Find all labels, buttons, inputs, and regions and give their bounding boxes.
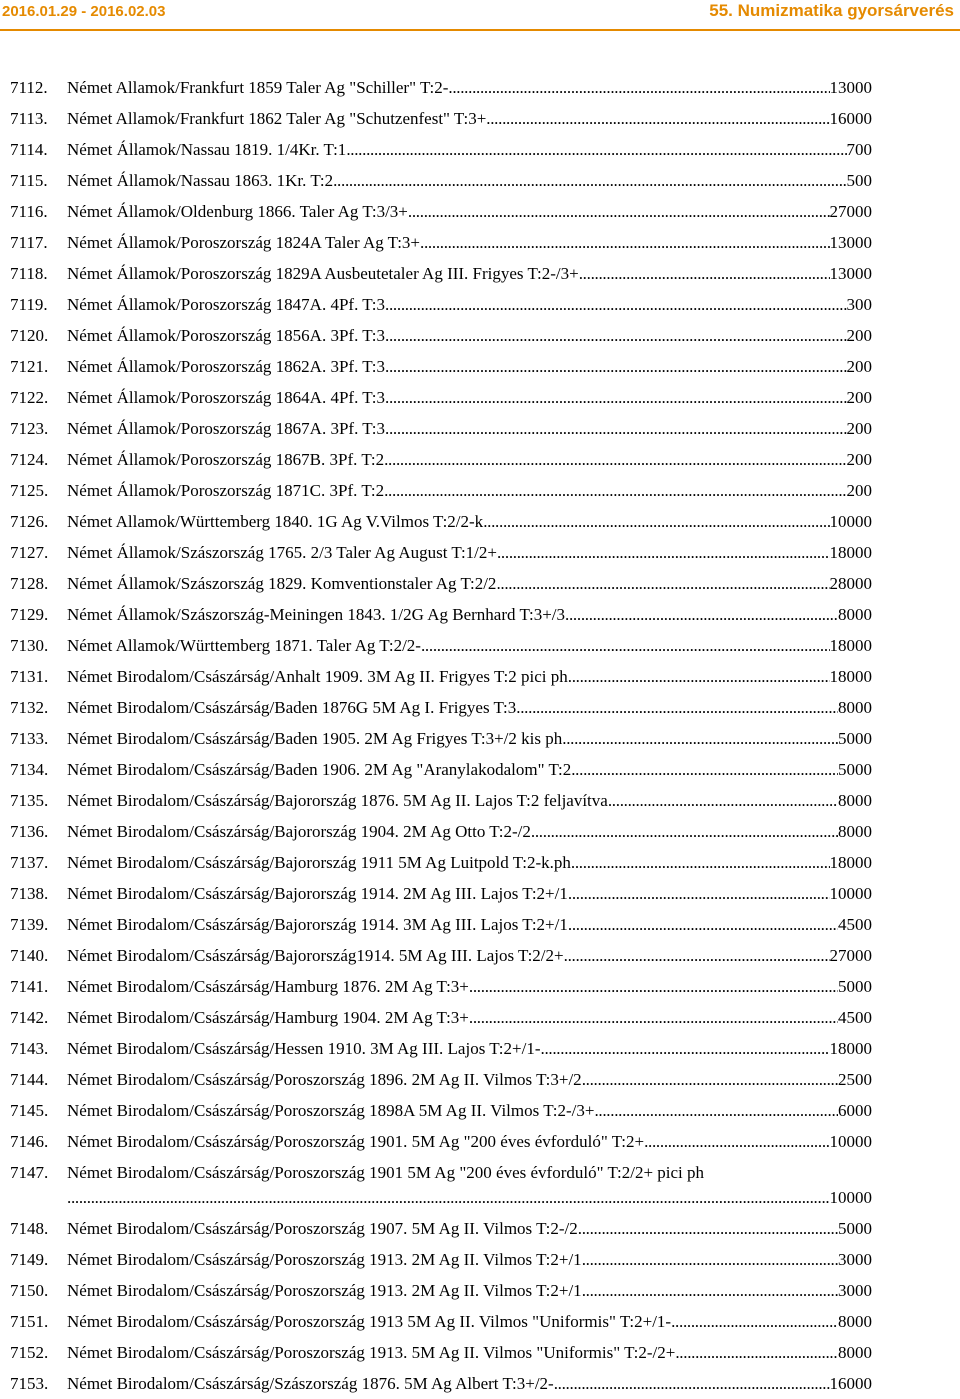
lot-number: 7133. (10, 729, 49, 748)
lot-number: 7119. (10, 295, 48, 314)
lot-description: Német Államok/Poroszország 1864A. 4Pf. T:3 (67, 388, 386, 407)
lot-price: 13000 (829, 78, 872, 97)
lot-number: 7131. (10, 667, 49, 686)
lot-line (67, 382, 872, 413)
lot-line (67, 134, 872, 165)
lot-number: 7136. (10, 822, 49, 841)
lot-number: 7138. (10, 884, 49, 903)
lot-number: 7151. (10, 1312, 49, 1331)
lot-description: Német Birodalom/Császárság/Hessen 1910. 3M Ag III. Lajos T:2+/1- (67, 1039, 541, 1058)
lot-description: Német Államok/Poroszország 1871C. 3Pf. T:2 (67, 481, 385, 500)
dot-leader (582, 1064, 838, 1095)
lot-description: Német Államok/Poroszország 1824A Taler Ag T:3+ (67, 233, 421, 252)
lot-price: 300 (846, 295, 872, 314)
lot-number: 7152. (10, 1343, 49, 1362)
lot-line (67, 1033, 872, 1064)
lot-line (67, 1306, 872, 1337)
lot-entry (10, 258, 872, 289)
page-header (0, 0, 960, 32)
dot-leader (448, 72, 829, 103)
lot-line (67, 1002, 872, 1033)
lot-line (67, 72, 872, 103)
lot-price: 13000 (829, 233, 872, 252)
lot-line (67, 568, 872, 599)
lot-entry (10, 878, 872, 909)
lot-number: 7153. (10, 1374, 49, 1393)
dot-leader (469, 971, 838, 1002)
lot-price: 13000 (829, 264, 872, 283)
lot-entry (10, 1002, 872, 1033)
lot-entry (10, 165, 872, 196)
lot-entry (10, 568, 872, 599)
lot-list (10, 72, 872, 1399)
lot-number: 7139. (10, 915, 49, 934)
lot-number: 7143. (10, 1039, 49, 1058)
lot-description: Német Államok/Nassau 1819. 1/4Kr. T:1 (67, 140, 347, 159)
lot-entry (10, 1064, 872, 1095)
lot-description: Német Birodalom/Császárság/Szászország 1876. 5M Ag Albert T:3+/2- (67, 1374, 554, 1393)
lot-price: 10000 (829, 1132, 872, 1151)
lot-description: Német Államok/Szászország 1829. Komventionstaler Ag T:2/2 (67, 574, 497, 593)
lot-price: 28000 (829, 574, 872, 593)
dot-leader (562, 723, 838, 754)
dot-leader (594, 1095, 838, 1126)
lot-number: 7113. (10, 109, 48, 128)
lot-price: 3000 (838, 1250, 872, 1269)
dot-leader (675, 1337, 838, 1368)
dot-leader (420, 227, 829, 258)
lot-entry (10, 537, 872, 568)
lot-number: 7128. (10, 574, 49, 593)
dot-leader (531, 816, 838, 847)
dot-leader (565, 599, 838, 630)
lot-description: Német Államok/Poroszország 1862A. 3Pf. T:3 (67, 357, 386, 376)
lot-description: Német Birodalom/Császárság/Poroszország 1913. 2M Ag II. Vilmos T:2+/1 (67, 1281, 582, 1300)
lot-entry (10, 723, 872, 754)
lot-line (67, 1337, 872, 1368)
lot-number: 7130. (10, 636, 49, 655)
dot-leader (385, 413, 846, 444)
lot-entry (10, 444, 872, 475)
lot-number: 7117. (10, 233, 48, 252)
lot-price: 8000 (838, 605, 872, 624)
lot-price: 16000 (829, 109, 872, 128)
lot-entry (10, 785, 872, 816)
lot-entry (10, 196, 872, 227)
dot-leader (568, 878, 830, 909)
lot-description: Német Birodalom/Császárság/Hamburg 1876. 2M Ag T:3+ (67, 977, 469, 996)
lot-number: 7124. (10, 450, 49, 469)
dot-leader (408, 196, 830, 227)
dot-leader (516, 692, 838, 723)
lot-line (67, 413, 872, 444)
lot-price: 8000 (838, 698, 872, 717)
lot-description: Német Államok/Oldenburg 1866. Taler Ag T:3/3+ (67, 202, 408, 221)
lot-line (67, 537, 872, 568)
lot-description: Német Birodalom/Császárság/Poroszország 1896. 2M Ag II. Vilmos T:3+/2 (67, 1070, 582, 1089)
lot-line (67, 289, 872, 320)
dot-leader (497, 537, 830, 568)
lot-number: 7148. (10, 1219, 49, 1238)
auction-title: 55. Numizmatika gyorsárverés (709, 1, 954, 20)
lot-entry (10, 1126, 872, 1157)
lot-number: 7150. (10, 1281, 49, 1300)
lot-number: 7134. (10, 760, 49, 779)
lot-number: 7147. (10, 1163, 49, 1182)
lot-line (67, 754, 872, 785)
lot-number: 7145. (10, 1101, 49, 1120)
lot-description: Német Birodalom/Császárság/Baden 1906. 2M Ag "Aranylakodalom" T:2 (67, 760, 572, 779)
lot-line (67, 351, 872, 382)
lot-price: 8000 (838, 1312, 872, 1331)
lot-price: 27000 (829, 202, 872, 221)
lot-price: 200 (846, 481, 872, 500)
lot-entry (10, 72, 872, 103)
lot-description: Német Birodalom/Császárság/Bajorország 1876. 5M Ag II. Lajos T:2 feljavítva (67, 791, 608, 810)
lot-price: 8000 (838, 791, 872, 810)
dot-leader (486, 103, 829, 134)
lot-description: Német Államok/Szászország-Meiningen 1843. 1/2G Ag Bernhard T:3+/3 (67, 605, 566, 624)
lot-price: 16000 (829, 1374, 872, 1393)
lot-description: Német Birodalom/Császárság/Poroszország 1913. 5M Ag II. Vilmos "Uniformis" T:2-/2+ (67, 1343, 676, 1362)
lot-entry (10, 1337, 872, 1368)
dot-leader (564, 940, 830, 971)
lot-line (67, 506, 872, 537)
lot-number: 7126. (10, 512, 49, 531)
dot-leader (578, 1213, 838, 1244)
dot-leader (582, 1244, 838, 1275)
lot-number: 7118. (10, 264, 48, 283)
lot-entry (10, 1213, 872, 1244)
lot-description: Német Birodalom/Császárság/Bajorország1914. 5M Ag III. Lajos T:2/2+ (67, 946, 564, 965)
lot-entry (10, 506, 872, 537)
dot-leader (333, 165, 846, 196)
dot-leader (483, 506, 829, 537)
lot-entry (10, 909, 872, 940)
lot-entry (10, 816, 872, 847)
lot-price: 200 (846, 388, 872, 407)
lot-number: 7122. (10, 388, 49, 407)
lot-price: 10000 (829, 884, 872, 903)
lot-line (67, 1275, 872, 1306)
lot-entry (10, 475, 872, 506)
lot-description: Német Birodalom/Császárság/Poroszország 1907. 5M Ag II. Vilmos T:2-/2 (67, 1219, 578, 1238)
lot-description: Német Birodalom/Császárság/Poroszország 1901 5M Ag "200 éves évforduló" T:2/2+ pici ph (67, 1163, 705, 1182)
dot-leader (421, 630, 830, 661)
lot-description: Német Birodalom/Császárság/Baden 1876G 5M Ag I. Frigyes T:3 (67, 698, 517, 717)
lot-description: Német Allamok/Frankfurt 1862 Taler Ag "Schutzenfest" T:3+ (67, 109, 487, 128)
dot-leader (568, 661, 830, 692)
lot-description: Német Birodalom/Császárság/Poroszország 1913 5M Ag II. Vilmos "Uniformis" T:2+/1- (67, 1312, 672, 1331)
lot-description: Német Birodalom/Császárság/Bajorország 1914. 3M Ag III. Lajos T:2+/1 (67, 915, 568, 934)
lot-line (67, 196, 872, 227)
lot-description: Német Államok/Poroszország 1856A. 3Pf. T:3 (67, 326, 386, 345)
lot-line (67, 816, 872, 847)
lot-price: 500 (846, 171, 872, 190)
lot-line (67, 1126, 872, 1157)
dot-leader (571, 847, 830, 878)
lot-description: Német Birodalom/Császárság/Bajorország 1911 5M Ag Luitpold T:2-k.ph (67, 853, 571, 872)
lot-entry (10, 971, 872, 1002)
lot-line (67, 103, 872, 134)
lot-number: 7149. (10, 1250, 49, 1269)
lot-price: 200 (846, 419, 872, 438)
lot-line (67, 723, 872, 754)
lot-number: 7127. (10, 543, 49, 562)
dot-leader (385, 351, 846, 382)
lot-line (67, 971, 872, 1002)
dot-leader (384, 475, 846, 506)
lot-description: Német Birodalom/Császárság/Hamburg 1904. 2M Ag T:3+ (67, 1008, 469, 1027)
lot-line (67, 320, 872, 351)
lot-line (67, 661, 872, 692)
lot-description: Német Államok/Szászország 1765. 2/3 Taler Ag August T:1/2+ (67, 543, 497, 562)
lot-number: 7114. (10, 140, 48, 159)
lot-entry (10, 1244, 872, 1275)
lot-price: 3000 (838, 1281, 872, 1300)
dot-leader (554, 1368, 830, 1399)
lot-number: 7135. (10, 791, 49, 810)
lot-price: 5000 (838, 977, 872, 996)
lot-line (67, 475, 872, 506)
lot-entry (10, 1033, 872, 1064)
lot-number: 7141. (10, 977, 49, 996)
lot-number: 7116. (10, 202, 48, 221)
lot-line (67, 1095, 872, 1126)
dot-leader (568, 909, 838, 940)
lot-number: 7120. (10, 326, 49, 345)
lot-entry (10, 847, 872, 878)
lot-line (67, 227, 872, 258)
lot-entry (10, 227, 872, 258)
lot-description: Német Birodalom/Császárság/Bajorország 1914. 2M Ag III. Lajos T:2+/1 (67, 884, 568, 903)
dot-leader (385, 289, 846, 320)
lot-entry (10, 1368, 872, 1399)
lot-entry (10, 599, 872, 630)
lot-description: Német Birodalom/Császárság/Bajorország 1904. 2M Ag Otto T:2-/2 (67, 822, 531, 841)
lot-price: 27000 (829, 946, 872, 965)
lot-description: Német Allamok/Württemberg 1871. Taler Ag T:2/2- (67, 636, 421, 655)
lot-entry (10, 940, 872, 971)
lot-price: 5000 (838, 760, 872, 779)
lot-number: 7140. (10, 946, 49, 965)
lot-line (67, 847, 872, 878)
dot-leader (346, 134, 846, 165)
lot-price: 8000 (838, 1343, 872, 1362)
dot-leader (541, 1033, 830, 1064)
lot-entry (10, 351, 872, 382)
dot-leader (385, 320, 846, 351)
lot-line (67, 1244, 872, 1275)
lot-entry (10, 1095, 872, 1126)
lot-number: 7121. (10, 357, 49, 376)
lot-price: 10000 (829, 512, 872, 531)
lot-number: 7129. (10, 605, 49, 624)
lot-price: 4500 (838, 1008, 872, 1027)
lot-number: 7123. (10, 419, 49, 438)
lot-entry (10, 103, 872, 134)
lot-price: 5000 (838, 729, 872, 748)
dot-leader (608, 785, 838, 816)
lot-description: Német Allamok/Württemberg 1840. 1G Ag V.Vilmos T:2/2-k (67, 512, 484, 531)
lot-number: 7137. (10, 853, 49, 872)
lot-description: Német Birodalom/Császárság/Baden 1905. 2M Ag Frigyes T:3+/2 kis ph (67, 729, 563, 748)
lot-number: 7146. (10, 1132, 49, 1151)
lot-entry (10, 630, 872, 661)
lot-line (67, 692, 872, 723)
lot-entry (10, 382, 872, 413)
lot-entry (10, 692, 872, 723)
lot-price: 10000 (829, 1188, 872, 1207)
lot-price: 18000 (829, 667, 872, 686)
lot-description: Német Államok/Poroszország 1867B. 3Pf. T:2 (67, 450, 385, 469)
lot-price: 4500 (838, 915, 872, 934)
lot-line (67, 599, 872, 630)
lot-price: 2500 (838, 1070, 872, 1089)
lot-number: 7125. (10, 481, 49, 500)
lot-description: Német Birodalom/Császárság/Poroszország 1898A 5M Ag II. Vilmos T:2-/3+ (67, 1101, 595, 1120)
lot-price: 18000 (829, 1039, 872, 1058)
dot-leader (469, 1002, 838, 1033)
lot-number: 7142. (10, 1008, 49, 1027)
lot-line (67, 1182, 872, 1213)
lot-price: 5000 (838, 1219, 872, 1238)
lot-price: 6000 (838, 1101, 872, 1120)
lot-line (67, 165, 872, 196)
lot-entry (10, 754, 872, 785)
dot-leader (644, 1126, 829, 1157)
dot-leader (496, 568, 829, 599)
lot-line (67, 1213, 872, 1244)
lot-price: 18000 (829, 853, 872, 872)
lot-entry (10, 413, 872, 444)
lot-entry (10, 320, 872, 351)
header-rule (0, 29, 960, 31)
lot-entry (10, 661, 872, 692)
lot-description: Német Birodalom/Császárság/Poroszország 1901. 5M Ag "200 éves évforduló" T:2+ (67, 1132, 645, 1151)
dot-leader (671, 1306, 838, 1337)
lot-description: Német Allamok/Frankfurt 1859 Taler Ag "Schiller" T:2- (67, 78, 449, 97)
dot-leader (385, 382, 846, 413)
lot-entry (10, 1157, 872, 1213)
lot-line (67, 630, 872, 661)
lot-number: 7115. (10, 171, 48, 190)
lot-number: 7132. (10, 698, 49, 717)
lot-price: 200 (846, 357, 872, 376)
dot-leader (579, 258, 830, 289)
lot-price: 200 (846, 326, 872, 345)
dot-leader (67, 1182, 830, 1213)
lot-description: Német Államok/Nassau 1863. 1Kr. T:2 (67, 171, 334, 190)
lot-line (67, 878, 872, 909)
lot-entry (10, 289, 872, 320)
lot-description: Német Államok/Poroszország 1847A. 4Pf. T:3 (67, 295, 386, 314)
lot-line (67, 940, 872, 971)
lot-number: 7144. (10, 1070, 49, 1089)
lot-price: 200 (846, 450, 872, 469)
lot-line (67, 258, 872, 289)
lot-description: Német Birodalom/Császárság/Anhalt 1909. 3M Ag II. Frigyes T:2 pici ph (67, 667, 568, 686)
lot-description: Német Államok/Poroszország 1867A. 3Pf. T:3 (67, 419, 386, 438)
lot-entry (10, 1306, 872, 1337)
lot-line (67, 1064, 872, 1095)
lot-entry (10, 134, 872, 165)
dot-leader (384, 444, 846, 475)
lot-line (67, 444, 872, 475)
lot-entry (10, 1275, 872, 1306)
lot-description: Német Birodalom/Császárság/Poroszország 1913. 2M Ag II. Vilmos T:2+/1 (67, 1250, 582, 1269)
dot-leader (571, 754, 838, 785)
dot-leader (582, 1275, 838, 1306)
lot-price: 18000 (829, 636, 872, 655)
lot-line (67, 785, 872, 816)
lot-line (67, 1368, 872, 1399)
lot-description: Német Államok/Poroszország 1829A Ausbeutetaler Ag III. Frigyes T:2-/3+ (67, 264, 579, 283)
auction-dates: 2016.01.29 - 2016.02.03 (2, 3, 166, 20)
lot-price: 18000 (829, 543, 872, 562)
lot-number: 7112. (10, 78, 48, 97)
lot-line (67, 909, 872, 940)
lot-price: 8000 (838, 822, 872, 841)
lot-price: 700 (846, 140, 872, 159)
